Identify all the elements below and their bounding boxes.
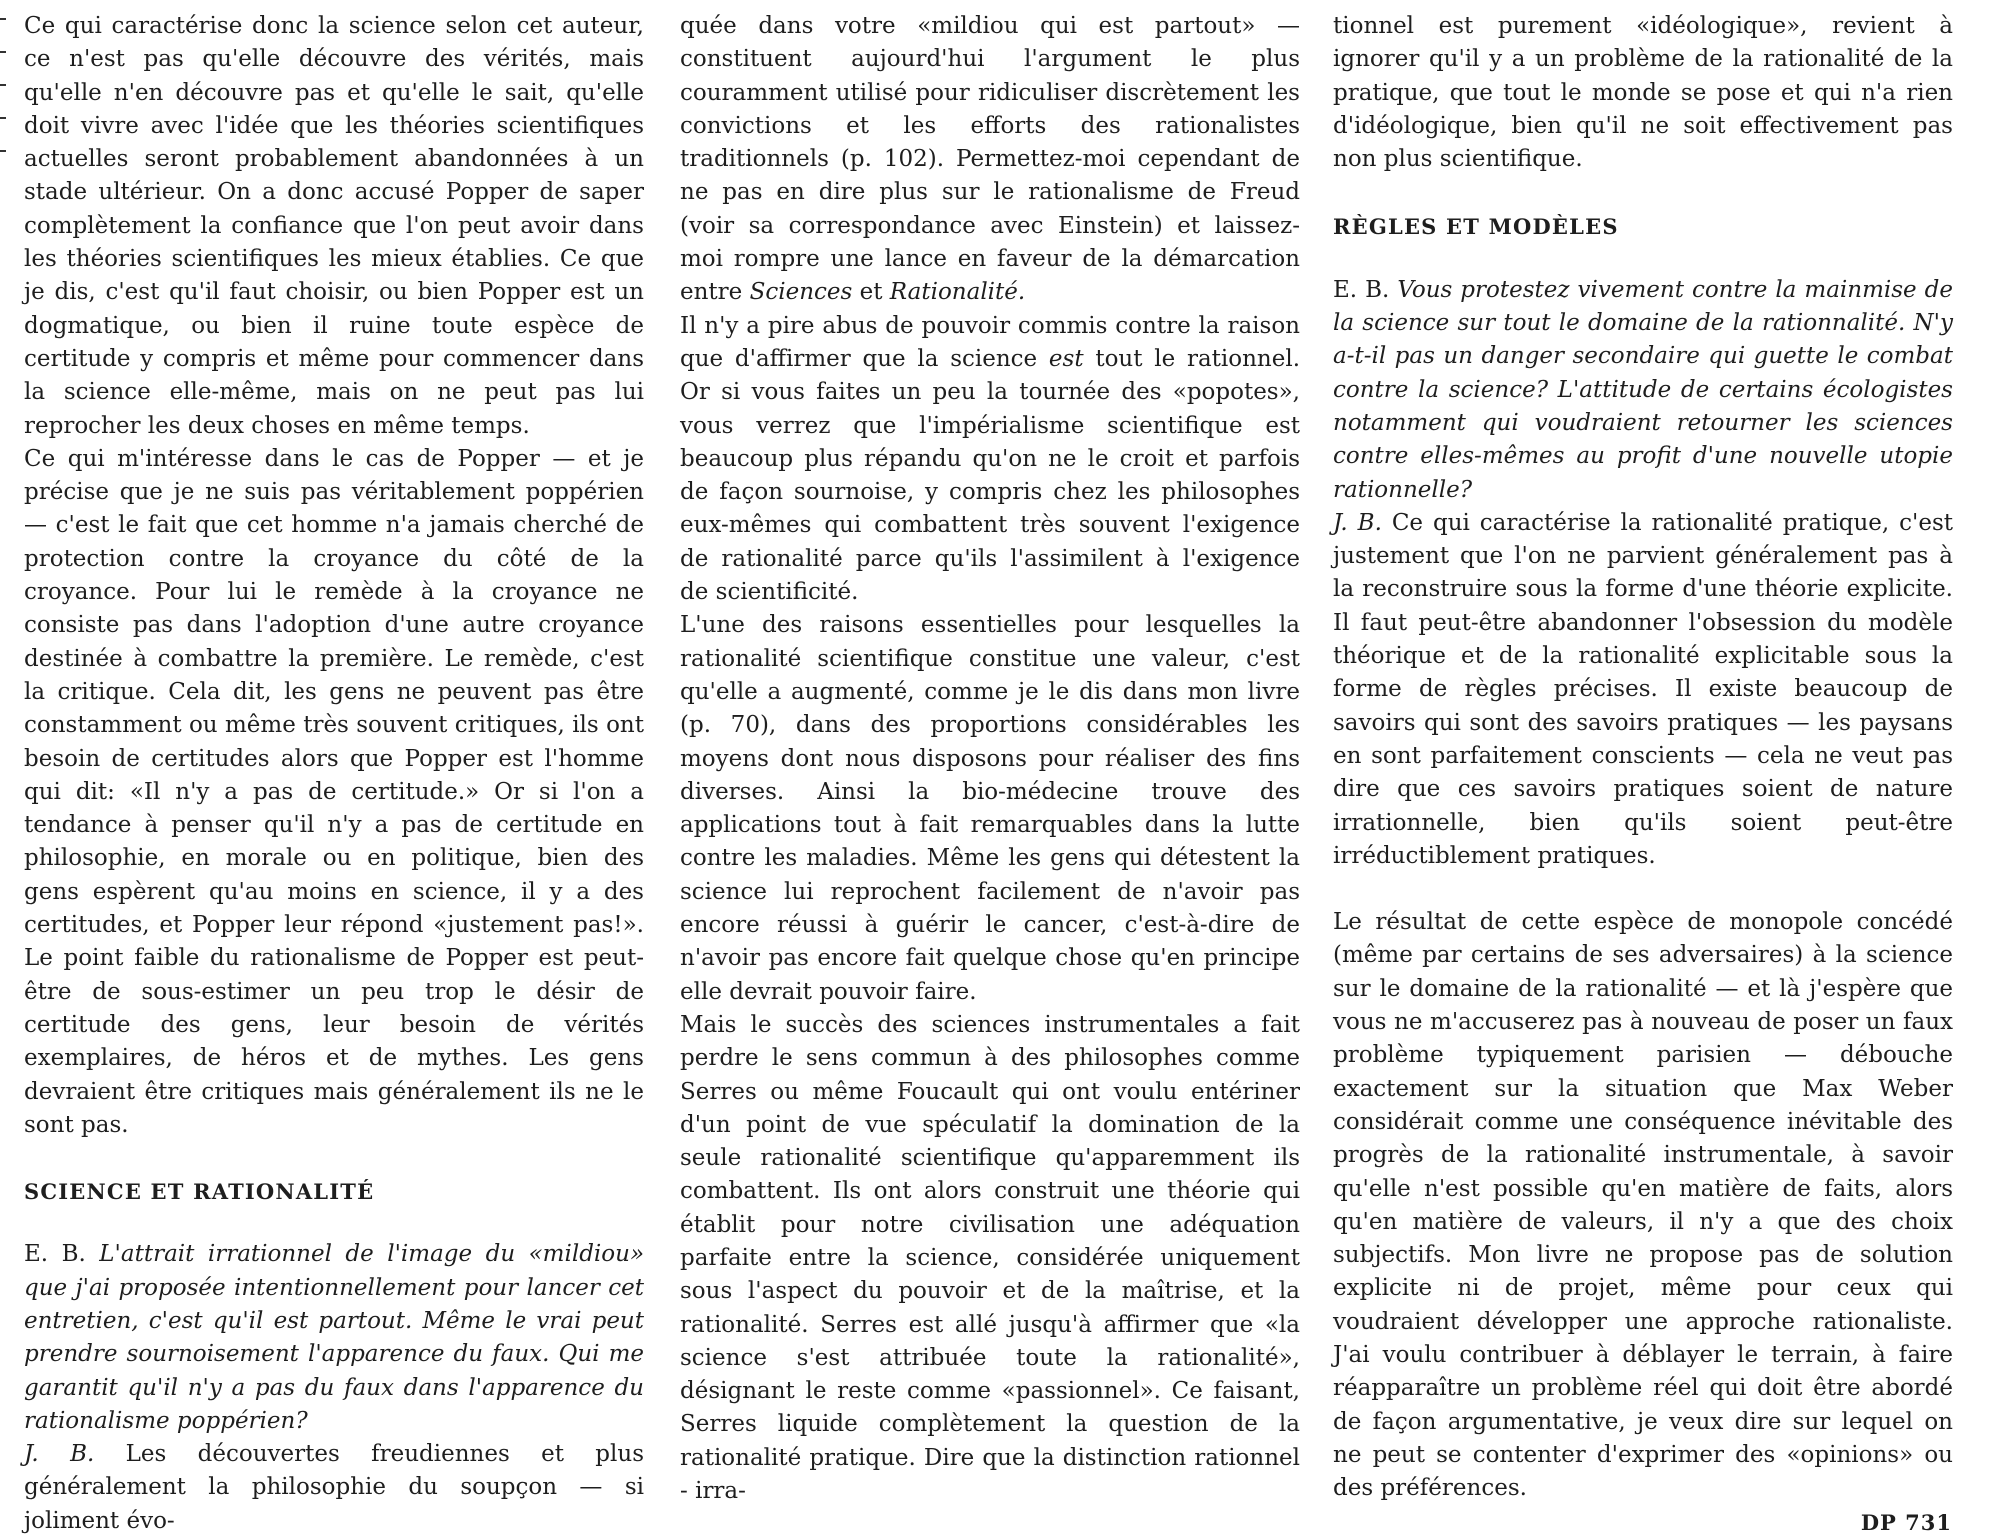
page-number: DP 731 bbox=[1860, 1510, 1952, 1535]
paragraph: Le résultat de cette espèce de monopole concédé (même par certains de ses adversaires) à la science sur le domaine de la rationalité — et là j'espère que vous ne m'accuserez pas à nouveau de poser un faux problème typiquement parisien — débouche exactement sur la situation que Max Weber considérait comme une conséquence inévitable des progrès de la rationalité instrumentale, à savoir qu'elle n'est possible qu'en matière de faits, alors qu'en matière de valeurs, il n'y a que des choix subjectifs. Mon livre ne propose pas de solution explicite ni de projet, même pour ceux qui voudraient développer une approche rationaliste. J'ai voulu contribuer à déblayer le terrain, à faire réapparaître un problème réel qui doit être abordé de façon argumentative, je veux dire sur lequel on ne peut se contenter d'exprimer des «opinions» ou des préférences. bbox=[1333, 909, 1953, 1502]
section-heading: RÈGLES ET MODÈLES bbox=[1333, 214, 1619, 240]
speaker-label: J. B. bbox=[1333, 509, 1382, 536]
margin-tick bbox=[0, 150, 6, 152]
column-3 bbox=[1333, 10, 1953, 1505]
interview-answer bbox=[1333, 507, 1953, 873]
speaker-label: E. B. bbox=[24, 1241, 86, 1268]
margin-tick bbox=[0, 84, 6, 86]
paragraph bbox=[680, 10, 1300, 310]
margin-tick bbox=[0, 117, 6, 119]
emphasis: est bbox=[1048, 345, 1084, 372]
speaker-label: E. B. bbox=[1333, 276, 1390, 303]
emphasis: Rationalité. bbox=[889, 279, 1026, 306]
spacer bbox=[1333, 176, 1953, 210]
paragraph: Ce qui caractérise donc la science selon cet auteur, ce n'est pas qu'elle découvre des vérités, mais qu'elle n'en découvre pas et qu'elle le sait, qu'elle doit vivre avec l'idée que les théories scientifiques actuelles seront probablement abandonnées à un stade ultérieur. On a donc accusé Popper de saper complètement la confiance que l'on peut avoir dans les théories scientifiques les mieux établies. Ce que je dis, c'est qu'il faut choisir, ou bien Popper est un dogmatique, ou bien il ruine toute espèce de certitude y compris et même pour commencer dans la science elle-même, mais on ne peut pas lui reprocher les deux choses en même temps. bbox=[24, 13, 644, 439]
margin-tick bbox=[0, 18, 6, 20]
answer-text: Ce qui caractérise la rationalité pratique, c'est justement que l'on ne parvient généralement pas à la reconstruire sous la forme d'une théorie explicite. Il faut peut-être abandonner l'obsession du modèle théorique et de la rationalité explicitable sous la forme de règles précises. Il existe beaucoup de savoirs qui sont des savoirs pratiques — les paysans en sont parfaitement conscients — cela ne veut pas dire que ces savoirs pratiques soient de nature irrationnelle, bien qu'ils soient peut-être irréductiblement pratiques. bbox=[1333, 509, 1953, 869]
paragraph: Mais le succès des sciences instrumentales a fait perdre le sens commun à des philosophes comme Serres ou même Foucault qui ont voulu entériner d'un point de vue spéculatif la domination de la seule rationalité scientifique qu'apparemment ils combattent. Ils ont alors construit une théorie qui établit pour notre civilisation une adéquation parfaite entre la science, considérée uniquement sous l'aspect du pouvoir et de la maîtrise, et la rationalité. Serres est allé jusqu'à affirmer que «la science s'est attribuée toute la rationalité», désignant le reste comme «passionnel». Ce faisant, Serres liquide complètement la question de la rationalité pratique. Dire que la distinction rationnel - irra- bbox=[680, 1011, 1300, 1505]
spacer bbox=[24, 1208, 644, 1238]
paragraph bbox=[680, 310, 1300, 610]
spacer bbox=[24, 1142, 644, 1175]
interview-answer bbox=[24, 1438, 644, 1538]
answer-text: Les découvertes freudiennes et plus généralement la philosophie du soupçon — si joliment évo- bbox=[24, 1441, 645, 1534]
paragraph: Ce qui m'intéresse dans le cas de Popper — et je précise que je ne suis pas véritablement poppérien — c'est le fait que cet homme n'a jamais cherché de protection contre la croyance du côté de la croyance. Pour lui le remède à la croyance ne consiste pas dans l'adoption d'une autre croyance destinée à combattre la première. Le remède, c'est la critique. Cela dit, les gens ne peuvent pas être constamment ou même très souvent critiques, ils ont besoin de certitudes alors que Popper est l'homme qui dit: «Il n'y a pas de certitude.» Or si l'on a tendance à penser qu'il n'y a pas de certitude en philosophie, en morale ou en politique, bien des gens espèrent qu'au moins en science, il y a des certitudes, et Popper leur répond «justement pas!». Le point faible du rationalisme de Popper est peut-être de sous-estimer un peu trop le désir de certitude des gens, leur besoin de vérités exemplaires, de héros et de mythes. Les gens devraient être critiques mais généralement ils ne le sont pas. bbox=[24, 445, 644, 1138]
spacer bbox=[1333, 873, 1953, 906]
text-run: tout le rationnel. Or si vous faites un peu la tournée des «popotes», vous verrez que l'impérialisme scientifique est beaucoup plus répandu qu'on ne le croit et parfois de façon sournoise, y compris chez les philosophes eux-mêmes qui combattent très souvent l'exigence de rationalité parce qu'ils l'assimilent à l'exigence de scientificité. bbox=[680, 345, 1301, 606]
spacer bbox=[1333, 244, 1953, 274]
section-heading: SCIENCE ET RATIONALITÉ bbox=[24, 1179, 375, 1205]
column-1 bbox=[24, 10, 644, 1538]
question-text: L'attrait irrationnel de l'image du «mildiou» que j'ai proposée intentionnellement pour lancer cet entretien, c'est qu'il est partout. Même le vrai peut prendre sournoisement l'apparence du faux. Qui me garantit qu'il n'y a pas du faux dans l'apparence du rationalisme poppérien? bbox=[24, 1241, 645, 1434]
interview-question bbox=[24, 1238, 644, 1438]
interview-question bbox=[1333, 274, 1953, 507]
column-2 bbox=[680, 10, 1300, 1508]
emphasis: Sciences bbox=[749, 279, 853, 306]
speaker-label: J. B. bbox=[24, 1441, 95, 1468]
margin-marks bbox=[0, 18, 10, 183]
paragraph: L'une des raisons essentielles pour lesquelles la rationalité scientifique constitue une valeur, c'est qu'elle a augmenté, comme je le dis dans mon livre (p. 70), dans des proportions considérables les moyens dont nous disposons pour réaliser des fins diverses. Ainsi la bio-médecine trouve des applications tout à fait remarquables dans la lutte contre les maladies. Même les gens qui détestent la science lui reprochent facilement de n'avoir pas encore réussi à guérir le cancer, c'est-à-dire de n'avoir pas encore fait quelque chose qu'en principe elle devrait pouvoir faire. bbox=[680, 612, 1300, 1005]
question-text: Vous protestez vivement contre la mainmise de la science sur tout le domaine de la rationnalité. N'y a-t-il pas un danger secondaire qui guette le combat contre la science? L'attitude de certains écologistes notamment qui voudraient retourner les sciences contre elles-mêmes au profit d'une nouvelle utopie rationnelle? bbox=[1333, 276, 1954, 503]
margin-tick bbox=[0, 51, 6, 53]
text-run: Il n'y a pire abus de pouvoir commis contre la raison que d'affirmer que la science bbox=[680, 312, 1300, 372]
text-run: et bbox=[859, 279, 883, 306]
paragraph: tionnel est purement «idéologique», revient à ignorer qu'il y a un problème de la rationalité de la pratique, que tout le monde se pose et qui n'a rien d'idéologique, bien qu'il ne soit effectivement pas non plus scientifique. bbox=[1333, 13, 1953, 173]
text-run: quée dans votre «mildiou qui est partout» — constituent aujourd'hui l'argument le plus couramment utilisé pour ridiculiser discrètement les convictions et les efforts des rationalistes traditionnels (p. 102). Permettez-moi cependant de ne pas en dire plus sur le rationalisme de Freud (voir sa correspondance avec Einstein) et laissez-moi rompre une lance en faveur de la démarcation entre bbox=[680, 13, 1300, 306]
